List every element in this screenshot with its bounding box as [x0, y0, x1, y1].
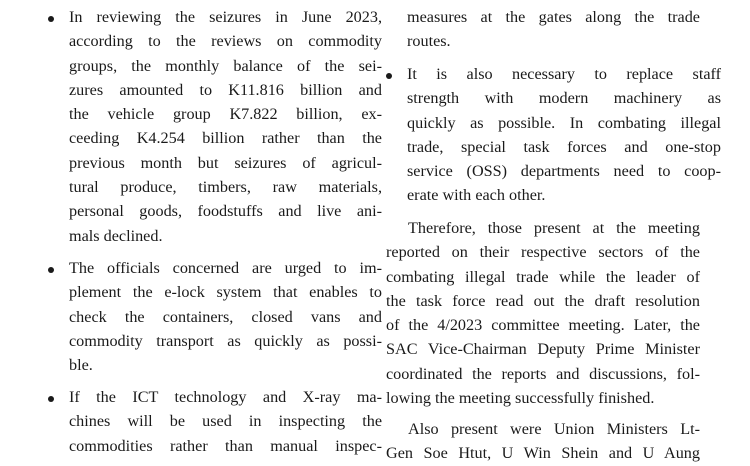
- paragraph-therefore: [386, 216, 700, 410]
- text-line: Therefore, those present at the meeting: [408, 219, 700, 237]
- text-line: trade, special task forces and one-stop: [407, 137, 721, 156]
- text-line: previous month but seizures of agricul-: [69, 153, 382, 172]
- text-line: according to the reviews on commodity: [69, 32, 382, 51]
- text-line: If the ICT technology and X-ray ma-: [69, 388, 382, 406]
- text-line: erate with each other.: [407, 186, 546, 205]
- bullet-item-elock: [48, 256, 382, 377]
- text-line: tural produce, timbers, raw materials,: [69, 178, 382, 197]
- bullet-icon: [386, 73, 392, 79]
- text-line: ceeding K4.254 billion rather than the: [69, 129, 382, 148]
- text-line: the vehicle group K7.822 billion, ex-: [69, 105, 382, 124]
- text-line: mals declined.: [69, 226, 163, 245]
- text-line: the task force read out the draft resolution: [386, 291, 700, 310]
- text-line: commodity transport as quickly as possi-: [69, 331, 382, 350]
- text-line: plement the e-lock system that enables to: [69, 283, 382, 302]
- text-line: reported on their respective sectors of the: [386, 243, 700, 262]
- text-line: quickly as possible. In combating illegal: [407, 113, 721, 132]
- text-line: coordinated the reports and discussions, fol-: [386, 364, 700, 383]
- paragraph-also-present: [386, 417, 700, 466]
- text-line: zures amounted to K11.816 billion and: [69, 80, 382, 99]
- text-line: combating illegal trade while the leader of: [386, 267, 700, 286]
- bullet-icon: [48, 267, 54, 273]
- text-line: SAC Vice-Chairman Deputy Prime Minister: [386, 340, 700, 359]
- text-line: measures at the gates along the trade: [407, 8, 700, 26]
- text-line: strength with modern machinery as: [407, 89, 721, 108]
- text-line: Also present were Union Ministers Lt-: [408, 420, 700, 438]
- text-line: The officials concerned are urged to im-: [69, 259, 382, 277]
- text-line: personal goods, foodstuffs and live ani-: [69, 202, 382, 221]
- text-line: lowing the meeting successfully finished.: [386, 389, 655, 408]
- text-line: commodities rather than manual inspec-: [69, 436, 382, 455]
- bullet-icon: [48, 396, 54, 402]
- text-line: It is also necessary to replace staff: [407, 65, 721, 83]
- text-line: chines will be used in inspecting the: [69, 412, 382, 431]
- text-line: of the 4/2023 committee meeting. Later, the: [386, 316, 700, 335]
- text-line: ble.: [69, 356, 93, 375]
- text-line: groups, the monthly balance of the sei-: [69, 56, 382, 75]
- text-line: service (OSS) departments need to coop-: [407, 162, 721, 181]
- text-line: In reviewing the seizures in June 2023,: [69, 8, 382, 26]
- bullet-item-seizures: [48, 5, 382, 248]
- bullet-item-ict: [48, 385, 382, 458]
- text-line: routes.: [407, 32, 451, 51]
- text-line: Gen Soe Htut, U Win Shein and U Aung: [386, 444, 700, 463]
- text-line: check the containers, closed vans and: [69, 307, 382, 326]
- bullet-icon: [48, 16, 54, 22]
- bullet-continuation: [407, 5, 700, 54]
- bullet-item-staff: [386, 62, 721, 208]
